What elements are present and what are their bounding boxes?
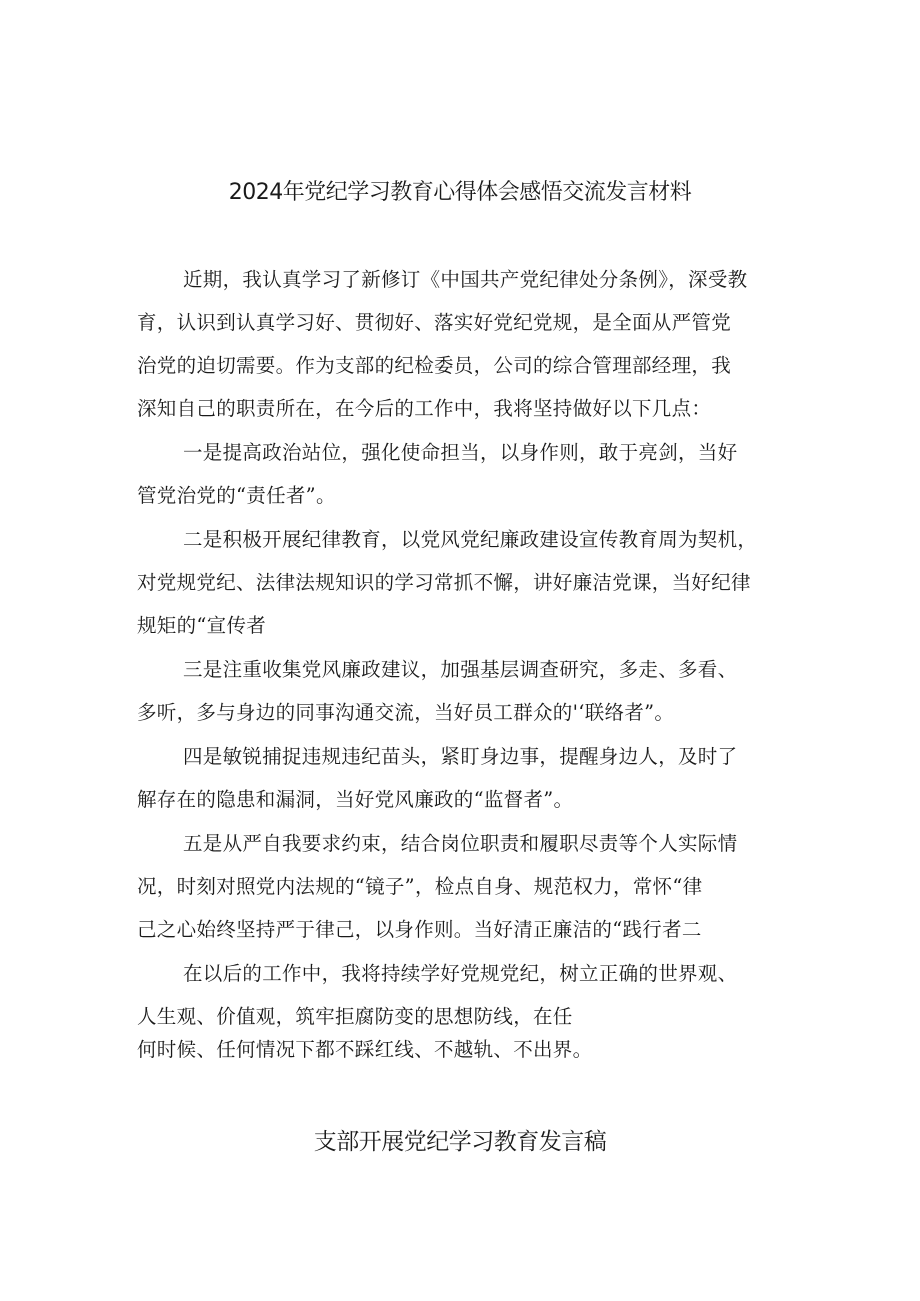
paragraph-line: 四是敏锐捕捉违规违纪苗头，紧盯身边事，提醒身边人，及时了	[183, 745, 738, 768]
paragraph-line: 三是注重收集党风廉政建议，加强基层调查研究，多走、多看、	[183, 658, 738, 681]
paragraph-line: 何时候、任何情况下都不踩红线、不越轨、不出界。	[137, 1038, 593, 1061]
paragraph-line: 管党治党的“责任者”。	[137, 484, 336, 507]
paragraph-line: 在以后的工作中，我将持续学好党规党纪，树立正确的世界观、	[183, 962, 738, 985]
paragraph-line: 解存在的隐患和漏洞，当好党风廉政的“监督者”。	[137, 788, 574, 811]
paragraph-line: 多听，多与身边的同事沟通交流，当好员工群众的'‘联络者”。	[137, 701, 675, 724]
paragraph-line: 五是从严自我要求约束，结合岗位职责和履职尽责等个人实际情	[183, 832, 738, 855]
paragraph-line: 一是提高政治站位，强化使命担当，以身作则，敢于亮剑，当好	[183, 441, 738, 464]
paragraph-line: 近期，我认真学习了新修订《中国共产党纪律处分条例》，深受教	[183, 268, 748, 291]
document-title: 2024年党纪学习教育心得体会感悟交流发言材料	[228, 180, 692, 205]
paragraph-line: 对党规党纪、法律法规知识的学习常抓不懈，讲好廉洁党课，当好纪律	[137, 571, 751, 594]
paragraph-line: 人生观、价值观，筑牢拒腐防变的思想防线，在任	[137, 1005, 573, 1028]
paragraph-line: 育，认识到认真学习好、贯彻好、落实好党纪党规，是全面从严管党	[137, 311, 732, 334]
second-document-title: 支部开展党纪学习教育发言稿	[313, 1129, 607, 1155]
paragraph-line: 治党的迫切需要。作为支部的纪检委员，公司的综合管理部经理，我	[137, 354, 732, 377]
paragraph-line: 况，时刻对照党内法规的“镜子”，检点自身、规范权力，常怀“律	[137, 875, 703, 898]
paragraph-line: 二是积极开展纪律教育，以党风党纪廉政建设宣传教育周为契机，	[183, 528, 758, 551]
paragraph-line: 深知自己的职责所在，在今后的工作中，我将坚持做好以下几点：	[137, 397, 712, 420]
paragraph-line: 规矩的“宣传者	[137, 614, 267, 637]
paragraph-line: 己之心始终坚持严于律己，以身作则。当好清正廉洁的“践行者二	[137, 918, 702, 941]
